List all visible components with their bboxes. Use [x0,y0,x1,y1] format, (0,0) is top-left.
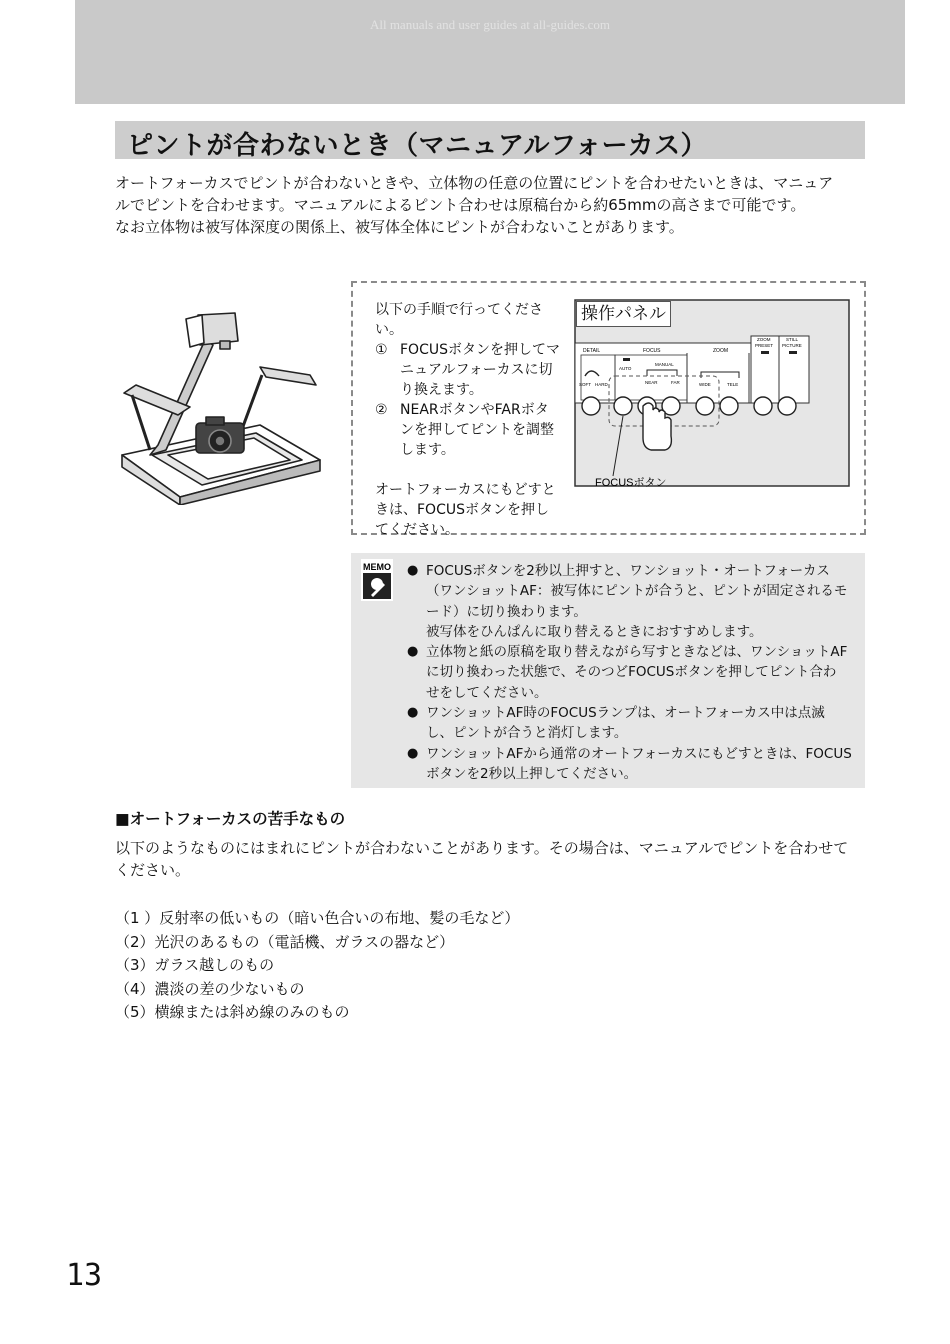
panel-label-auto: AUTO [619,366,632,371]
procedure-text [375,300,565,540]
body-line: 以下のようなものにはまれにピントが合わないことがあります。その場合は、マニュアルでピントを合わせて [115,839,849,857]
procedure-step-1 [375,340,565,400]
procedure-step-2 [375,400,565,460]
step-line: FOCUSボタンを押してマ [400,342,560,358]
procedure-lead: 以下の手順で行ってください。 [375,302,543,338]
memo-icon-label: MEMO [363,562,391,572]
bullet-icon: ● [407,563,419,578]
panel-label-zoom: ZOOM [713,348,728,354]
step-line: ニュアルフォーカスに切 [400,362,553,378]
panel-label-tele: TELE [727,382,739,387]
panel-label-near: NEAR [645,380,658,385]
panel-label-far: FAR [671,380,680,385]
step-line: します。 [400,442,455,458]
panel-label-still-1: STILL [786,337,799,342]
intro-line: オートフォーカスでピントが合わないときや、立体物の任意の位置にピントを合わせたいときは、マニュア [115,174,834,192]
step-line: り換えます。 [400,382,483,398]
panel-label-still-2: PICTURE [782,343,802,348]
memo-box [351,553,865,788]
intro-line: なお立体物は被写体深度の関係上、被写体全体にピントが合わないことがあります。 [115,218,684,236]
page-number: 13 [66,1258,103,1293]
procedure-note-line: てください。 [375,522,459,538]
step-number: ① [375,342,388,358]
subheading: ■オートフォーカスの苦手なもの [115,810,346,828]
bullet-icon: ● [407,705,419,721]
page-title: ピントが合わないとき（マニュアルフォーカス） [127,131,708,161]
step-line: NEARボタンやFARボタ [400,402,549,418]
procedure-box [351,281,866,538]
panel-label-zoom-preset-2: PRESET [755,343,774,348]
list-item: （3）ガラス越しのもの [115,956,275,974]
bullet-icon: ● [407,745,419,761]
memo-item: ● ワンショットAF時のFOCUSランプは、オートフォーカス中は点滅 し、ピントが合うと消灯します。 [407,705,825,742]
panel-label-manual: MANUAL [655,362,674,367]
bullet-icon: ● [407,644,419,660]
step-number: ② [375,402,388,418]
panel-label-zoom-preset-1: ZOOM [757,337,771,342]
step-line: ンを押してピントを調整 [400,422,554,438]
header-band [75,0,905,104]
body-paragraph [115,837,875,881]
section-title-bar [115,121,865,159]
list-item: （2）光沢のあるもの（電話機、ガラスの器など） [115,932,455,951]
panel-label-soft: SOFT [579,382,591,387]
list-item: （4）濃淡の差の少ないもの [115,979,305,998]
procedure-note-line: きは、FOCUSボタンを押し [375,502,549,518]
intro-paragraph [115,172,875,238]
difficult-items-list [115,907,519,1025]
panel-label-detail: DETAIL [583,348,601,354]
panel-label-wide: WIDE [699,382,711,387]
memo-item: ● 立体物と紙の原稿を取り替えながら写すときなどは、ワンショットAF に切り換わった状態で、そのつどFOCUSボタンを押してピント合わ せをしてください。 [407,644,848,701]
list-item: （1 ）反射率の低いもの（暗い色合いの布地、髪の毛など） [115,909,520,927]
control-panel-illustration [573,298,853,488]
panel-title: 操作パネル [576,301,671,327]
panel-callout-focus-button: FOCUSボタン [595,477,667,488]
intro-line: ルでピントを合わせます。マニュアルによるピント合わせは原稿台から約65mmの高さまで可能です。 [115,196,806,214]
list-item: （5）横線または斜め線のみのもの [115,1003,350,1021]
memo-icon [361,559,393,601]
memo-item: ● ワンショットAFから通常のオートフォーカスにもどすときは、FOCUS ボタンを2秒以上押してください。 [407,745,852,782]
panel-label-focus: FOCUS [643,348,661,354]
memo-list [407,561,857,784]
procedure-note-line: オートフォーカスにもどすと [375,482,556,498]
watermark: All manuals and user guides at all-guides.com [369,17,611,32]
memo-item: ● FOCUSボタンを2秒以上押すと、ワンショット・オートフォーカス （ワンショットAF：被写体にピントが合うと、ピントが固定されるモ ード）に切り換わります。 被写体をひんぱんに取り替えるときにおすすめします。 [407,563,848,640]
document-camera-illustration [110,305,330,505]
panel-label-hard: HARD [595,382,608,387]
body-line: ください。 [115,861,191,879]
